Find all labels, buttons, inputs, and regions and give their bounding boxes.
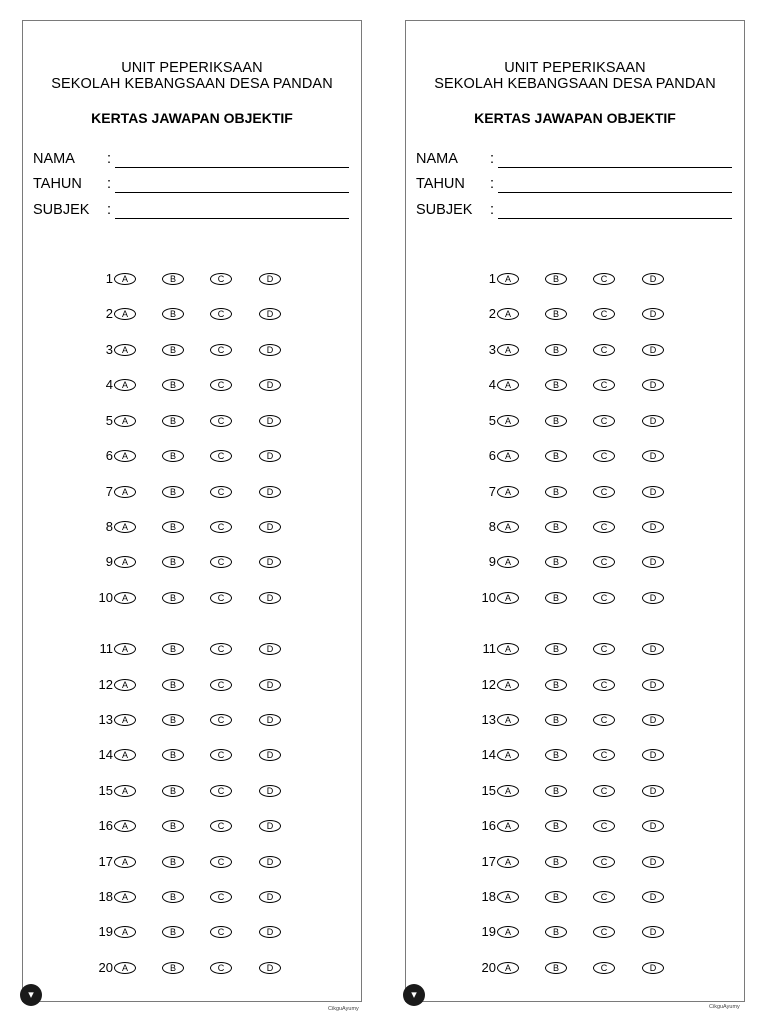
answer-bubble-d[interactable]: D xyxy=(259,592,281,604)
question-row xyxy=(23,677,361,693)
year-label: TAHUN xyxy=(416,176,465,192)
answer-sheet-right xyxy=(405,20,745,1002)
answer-bubble-c[interactable]: C xyxy=(210,450,232,462)
answer-bubble-c[interactable]: C xyxy=(593,785,615,797)
answer-bubble-a[interactable]: A xyxy=(114,962,136,974)
answer-bubble-c[interactable]: C xyxy=(593,643,615,655)
answer-bubble-d[interactable]: D xyxy=(259,643,281,655)
question-number: 6 xyxy=(488,448,496,463)
name-blank-line[interactable] xyxy=(498,167,732,168)
question-row xyxy=(23,342,361,358)
answer-bubble-b[interactable]: B xyxy=(162,643,184,655)
answer-bubble-c[interactable]: C xyxy=(593,749,615,761)
answer-bubble-d[interactable]: D xyxy=(642,379,664,391)
question-row xyxy=(23,484,361,500)
answer-bubble-c[interactable]: C xyxy=(210,308,232,320)
answer-bubble-a[interactable]: A xyxy=(497,749,519,761)
answer-bubble-a[interactable]: A xyxy=(114,679,136,691)
question-row xyxy=(406,554,744,570)
answer-bubble-b[interactable]: B xyxy=(545,820,567,832)
answer-bubble-b[interactable]: B xyxy=(162,679,184,691)
answer-bubble-b[interactable]: B xyxy=(545,962,567,974)
answer-bubble-b[interactable]: B xyxy=(545,679,567,691)
answer-bubble-d[interactable]: D xyxy=(259,379,281,391)
answer-bubble-d[interactable]: D xyxy=(642,273,664,285)
answer-bubble-c[interactable]: C xyxy=(210,962,232,974)
answer-bubble-c[interactable]: C xyxy=(593,891,615,903)
answer-bubble-c[interactable]: C xyxy=(593,556,615,568)
field-colon: : xyxy=(107,202,112,218)
answer-bubble-d[interactable]: D xyxy=(259,714,281,726)
answer-bubble-d[interactable]: D xyxy=(642,486,664,498)
answer-bubble-d[interactable]: D xyxy=(259,785,281,797)
answer-bubble-a[interactable]: A xyxy=(114,714,136,726)
question-row xyxy=(23,712,361,728)
question-row xyxy=(406,924,744,940)
school-name: SEKOLAH KEBANGSAAN DESA PANDAN xyxy=(434,76,716,92)
answer-bubble-b[interactable]: B xyxy=(545,749,567,761)
question-number: 16 xyxy=(481,818,496,833)
question-row xyxy=(406,342,744,358)
answer-bubble-d[interactable]: D xyxy=(642,749,664,761)
answer-bubble-d[interactable]: D xyxy=(642,785,664,797)
question-row xyxy=(406,783,744,799)
school-name: SEKOLAH KEBANGSAAN DESA PANDAN xyxy=(51,76,333,92)
question-row xyxy=(23,960,361,976)
answer-bubble-c[interactable]: C xyxy=(593,679,615,691)
question-number: 7 xyxy=(488,484,496,499)
question-row xyxy=(406,712,744,728)
answer-bubble-b[interactable]: B xyxy=(162,273,184,285)
answer-bubble-d[interactable]: D xyxy=(259,856,281,868)
subject-label: SUBJEK xyxy=(416,202,473,218)
answer-bubble-a[interactable]: A xyxy=(114,450,136,462)
year-blank-line[interactable] xyxy=(115,192,349,193)
chevron-circle-icon: ▾ xyxy=(20,984,42,1006)
answer-bubble-b[interactable]: B xyxy=(162,714,184,726)
answer-bubble-b[interactable]: B xyxy=(162,785,184,797)
answer-bubble-b[interactable]: B xyxy=(162,521,184,533)
answer-bubble-b[interactable]: B xyxy=(162,592,184,604)
answer-bubble-b[interactable]: B xyxy=(162,820,184,832)
answer-bubble-b[interactable]: B xyxy=(545,556,567,568)
name-blank-line[interactable] xyxy=(115,167,349,168)
question-number: 10 xyxy=(98,590,113,605)
answer-bubble-a[interactable]: A xyxy=(497,556,519,568)
question-number: 3 xyxy=(488,342,496,357)
question-row xyxy=(406,641,744,657)
answer-bubble-d[interactable]: D xyxy=(259,273,281,285)
answer-bubble-a[interactable]: A xyxy=(497,820,519,832)
answer-bubble-b[interactable]: B xyxy=(162,344,184,356)
answer-bubble-d[interactable]: D xyxy=(642,415,664,427)
answer-bubble-b[interactable]: B xyxy=(162,486,184,498)
question-number: 10 xyxy=(481,590,496,605)
answer-bubble-b[interactable]: B xyxy=(545,891,567,903)
field-colon: : xyxy=(490,151,495,167)
question-number: 17 xyxy=(98,854,113,869)
question-number: 14 xyxy=(98,747,113,762)
answer-bubble-b[interactable]: B xyxy=(162,926,184,938)
question-number: 11 xyxy=(99,641,113,656)
answer-bubble-b[interactable]: B xyxy=(545,592,567,604)
answer-bubble-b[interactable]: B xyxy=(545,379,567,391)
answer-sheet-left xyxy=(22,20,362,1002)
answer-bubble-d[interactable]: D xyxy=(642,714,664,726)
question-row xyxy=(406,677,744,693)
answer-bubble-c[interactable]: C xyxy=(593,273,615,285)
answer-bubble-d[interactable]: D xyxy=(642,308,664,320)
answer-bubble-d[interactable]: D xyxy=(259,679,281,691)
question-number: 19 xyxy=(481,924,496,939)
answer-bubble-a[interactable]: A xyxy=(497,891,519,903)
answer-bubble-b[interactable]: B xyxy=(545,714,567,726)
answer-bubble-a[interactable]: A xyxy=(497,714,519,726)
question-number: 12 xyxy=(481,677,496,692)
question-number: 5 xyxy=(488,413,496,428)
question-number: 3 xyxy=(105,342,113,357)
answer-bubble-a[interactable]: A xyxy=(114,308,136,320)
answer-bubble-a[interactable]: A xyxy=(114,926,136,938)
question-number: 16 xyxy=(98,818,113,833)
question-row xyxy=(23,377,361,393)
answer-bubble-b[interactable]: B xyxy=(545,521,567,533)
name-label: NAMA xyxy=(416,151,458,167)
answer-bubble-b[interactable]: B xyxy=(545,856,567,868)
question-number: 6 xyxy=(105,448,113,463)
answer-bubble-c[interactable]: C xyxy=(210,643,232,655)
answer-bubble-c[interactable]: C xyxy=(593,415,615,427)
question-number: 20 xyxy=(98,960,113,975)
question-number: 13 xyxy=(98,712,113,727)
answer-bubble-b[interactable]: B xyxy=(162,379,184,391)
answer-bubble-a[interactable]: A xyxy=(497,592,519,604)
answer-bubble-a[interactable]: A xyxy=(497,486,519,498)
answer-bubble-a[interactable]: A xyxy=(114,521,136,533)
answer-bubble-d[interactable]: D xyxy=(642,820,664,832)
question-number: 4 xyxy=(105,377,113,392)
answer-bubble-d[interactable]: D xyxy=(259,521,281,533)
answer-bubble-a[interactable]: A xyxy=(497,962,519,974)
question-number: 9 xyxy=(488,554,496,569)
answer-bubble-c[interactable]: C xyxy=(593,450,615,462)
question-number: 8 xyxy=(105,519,113,534)
question-number: 15 xyxy=(481,783,496,798)
question-row xyxy=(406,889,744,905)
answer-bubble-a[interactable]: A xyxy=(114,556,136,568)
subject-blank-line[interactable] xyxy=(498,218,732,219)
question-number: 1 xyxy=(105,271,113,286)
answer-bubble-d[interactable]: D xyxy=(642,344,664,356)
question-number: 18 xyxy=(98,889,113,904)
answer-bubble-d[interactable]: D xyxy=(642,556,664,568)
answer-bubble-c[interactable]: C xyxy=(593,962,615,974)
answer-bubble-d[interactable]: D xyxy=(642,592,664,604)
question-number: 7 xyxy=(105,484,113,499)
question-row xyxy=(23,818,361,834)
question-row xyxy=(23,519,361,535)
answer-bubble-c[interactable]: C xyxy=(210,379,232,391)
answer-bubble-a[interactable]: A xyxy=(114,486,136,498)
answer-bubble-c[interactable]: C xyxy=(210,785,232,797)
subject-label: SUBJEK xyxy=(33,202,90,218)
answer-bubble-b[interactable]: B xyxy=(545,486,567,498)
question-number: 1 xyxy=(488,271,496,286)
year-label: TAHUN xyxy=(33,176,82,192)
question-row xyxy=(406,960,744,976)
answer-bubble-a[interactable]: A xyxy=(497,785,519,797)
answer-bubble-a[interactable]: A xyxy=(497,521,519,533)
credit-text: CikguAyumy xyxy=(328,1006,359,1012)
answer-bubble-d[interactable]: D xyxy=(642,856,664,868)
subject-blank-line[interactable] xyxy=(115,218,349,219)
question-number: 13 xyxy=(481,712,496,727)
question-row xyxy=(23,448,361,464)
answer-bubble-a[interactable]: A xyxy=(114,856,136,868)
answer-bubble-a[interactable]: A xyxy=(114,820,136,832)
question-row xyxy=(23,554,361,570)
answer-bubble-b[interactable]: B xyxy=(162,556,184,568)
answer-bubble-b[interactable]: B xyxy=(545,926,567,938)
answer-bubble-d[interactable]: D xyxy=(259,962,281,974)
answer-bubble-d[interactable]: D xyxy=(259,308,281,320)
answer-bubble-d[interactable]: D xyxy=(642,450,664,462)
answer-bubble-d[interactable]: D xyxy=(259,450,281,462)
answer-bubble-b[interactable]: B xyxy=(545,308,567,320)
answer-bubble-c[interactable]: C xyxy=(210,415,232,427)
question-row xyxy=(406,590,744,606)
question-row xyxy=(406,306,744,322)
answer-bubble-b[interactable]: B xyxy=(162,450,184,462)
answer-bubble-a[interactable]: A xyxy=(497,856,519,868)
answer-bubble-d[interactable]: D xyxy=(259,891,281,903)
answer-bubble-b[interactable]: B xyxy=(545,273,567,285)
answer-bubble-a[interactable]: A xyxy=(497,679,519,691)
answer-bubble-b[interactable]: B xyxy=(545,450,567,462)
question-row xyxy=(406,747,744,763)
answer-bubble-c[interactable]: C xyxy=(210,273,232,285)
answer-bubble-b[interactable]: B xyxy=(162,749,184,761)
answer-bubble-a[interactable]: A xyxy=(497,643,519,655)
sheet-title: KERTAS JAWAPAN OBJEKTIF xyxy=(91,110,293,126)
question-number: 4 xyxy=(488,377,496,392)
answer-bubble-c[interactable]: C xyxy=(593,521,615,533)
answer-bubble-a[interactable]: A xyxy=(114,415,136,427)
question-number: 20 xyxy=(481,960,496,975)
answer-bubble-d[interactable]: D xyxy=(259,749,281,761)
chevron-circle-icon: ▾ xyxy=(403,984,425,1006)
answer-bubble-c[interactable]: C xyxy=(210,749,232,761)
answer-bubble-d[interactable]: D xyxy=(259,926,281,938)
answer-bubble-a[interactable]: A xyxy=(114,379,136,391)
question-number: 8 xyxy=(488,519,496,534)
answer-bubble-a[interactable]: A xyxy=(114,785,136,797)
field-colon: : xyxy=(107,176,112,192)
answer-bubble-c[interactable]: C xyxy=(210,521,232,533)
question-number: 14 xyxy=(481,747,496,762)
answer-bubble-a[interactable]: A xyxy=(497,415,519,427)
answer-bubble-c[interactable]: C xyxy=(210,856,232,868)
answer-bubble-c[interactable]: C xyxy=(593,308,615,320)
answer-bubble-d[interactable]: D xyxy=(259,415,281,427)
answer-bubble-a[interactable]: A xyxy=(114,643,136,655)
answer-bubble-d[interactable]: D xyxy=(259,556,281,568)
answer-bubble-b[interactable]: B xyxy=(545,344,567,356)
question-row xyxy=(406,484,744,500)
question-row xyxy=(406,413,744,429)
question-row xyxy=(406,854,744,870)
answer-bubble-c[interactable]: C xyxy=(210,820,232,832)
answer-bubble-d[interactable]: D xyxy=(642,962,664,974)
answer-bubble-a[interactable]: A xyxy=(497,344,519,356)
question-number: 2 xyxy=(105,306,113,321)
answer-bubble-c[interactable]: C xyxy=(593,820,615,832)
question-row xyxy=(23,783,361,799)
answer-bubble-a[interactable]: A xyxy=(114,273,136,285)
question-number: 17 xyxy=(481,854,496,869)
exam-unit-heading: UNIT PEPERIKSAAN xyxy=(504,60,646,76)
question-number: 9 xyxy=(105,554,113,569)
answer-bubble-c[interactable]: C xyxy=(210,592,232,604)
answer-bubble-b[interactable]: B xyxy=(545,785,567,797)
answer-bubble-b[interactable]: B xyxy=(545,415,567,427)
answer-bubble-a[interactable]: A xyxy=(497,379,519,391)
answer-bubble-c[interactable]: C xyxy=(210,344,232,356)
answer-bubble-d[interactable]: D xyxy=(642,679,664,691)
answer-bubble-a[interactable]: A xyxy=(114,891,136,903)
question-number: 19 xyxy=(98,924,113,939)
answer-bubble-a[interactable]: A xyxy=(114,749,136,761)
question-row xyxy=(23,590,361,606)
question-row xyxy=(23,413,361,429)
answer-bubble-a[interactable]: A xyxy=(497,308,519,320)
answer-bubble-b[interactable]: B xyxy=(162,962,184,974)
answer-bubble-c[interactable]: C xyxy=(593,486,615,498)
answer-bubble-a[interactable]: A xyxy=(497,926,519,938)
answer-bubble-c[interactable]: C xyxy=(593,379,615,391)
answer-bubble-a[interactable]: A xyxy=(497,273,519,285)
answer-bubble-b[interactable]: B xyxy=(162,308,184,320)
field-colon: : xyxy=(107,151,112,167)
answer-bubble-b[interactable]: B xyxy=(162,891,184,903)
field-colon: : xyxy=(490,176,495,192)
answer-bubble-c[interactable]: C xyxy=(593,714,615,726)
question-row xyxy=(406,448,744,464)
answer-bubble-c[interactable]: C xyxy=(593,926,615,938)
answer-bubble-a[interactable]: A xyxy=(114,592,136,604)
answer-bubble-c[interactable]: C xyxy=(593,344,615,356)
answer-bubble-c[interactable]: C xyxy=(210,714,232,726)
answer-bubble-c[interactable]: C xyxy=(210,926,232,938)
question-row xyxy=(23,889,361,905)
question-row xyxy=(23,747,361,763)
question-number: 12 xyxy=(98,677,113,692)
question-row xyxy=(406,271,744,287)
exam-unit-heading: UNIT PEPERIKSAAN xyxy=(121,60,263,76)
answer-bubble-c[interactable]: C xyxy=(593,592,615,604)
answer-bubble-c[interactable]: C xyxy=(210,891,232,903)
answer-bubble-b[interactable]: B xyxy=(162,856,184,868)
question-row xyxy=(406,818,744,834)
question-number: 18 xyxy=(481,889,496,904)
answer-bubble-c[interactable]: C xyxy=(593,856,615,868)
answer-bubble-b[interactable]: B xyxy=(162,415,184,427)
answer-bubble-d[interactable]: D xyxy=(642,521,664,533)
answer-bubble-c[interactable]: C xyxy=(210,556,232,568)
name-label: NAMA xyxy=(33,151,75,167)
answer-bubble-d[interactable]: D xyxy=(259,344,281,356)
question-row xyxy=(23,641,361,657)
question-number: 15 xyxy=(98,783,113,798)
credit-text: CikguAyumy xyxy=(709,1004,740,1010)
answer-bubble-d[interactable]: D xyxy=(642,643,664,655)
answer-bubble-d[interactable]: D xyxy=(259,820,281,832)
question-number: 11 xyxy=(482,641,496,656)
question-row xyxy=(23,854,361,870)
question-row xyxy=(23,271,361,287)
question-number: 2 xyxy=(488,306,496,321)
answer-bubble-d[interactable]: D xyxy=(642,926,664,938)
answer-bubble-b[interactable]: B xyxy=(545,643,567,655)
sheet-title: KERTAS JAWAPAN OBJEKTIF xyxy=(474,110,676,126)
answer-bubble-d[interactable]: D xyxy=(642,891,664,903)
question-row xyxy=(23,924,361,940)
question-row xyxy=(23,306,361,322)
year-blank-line[interactable] xyxy=(498,192,732,193)
answer-bubble-c[interactable]: C xyxy=(210,679,232,691)
question-number: 5 xyxy=(105,413,113,428)
question-row xyxy=(406,519,744,535)
answer-bubble-a[interactable]: A xyxy=(497,450,519,462)
answer-bubble-c[interactable]: C xyxy=(210,486,232,498)
field-colon: : xyxy=(490,202,495,218)
question-row xyxy=(406,377,744,393)
answer-bubble-d[interactable]: D xyxy=(259,486,281,498)
answer-bubble-a[interactable]: A xyxy=(114,344,136,356)
